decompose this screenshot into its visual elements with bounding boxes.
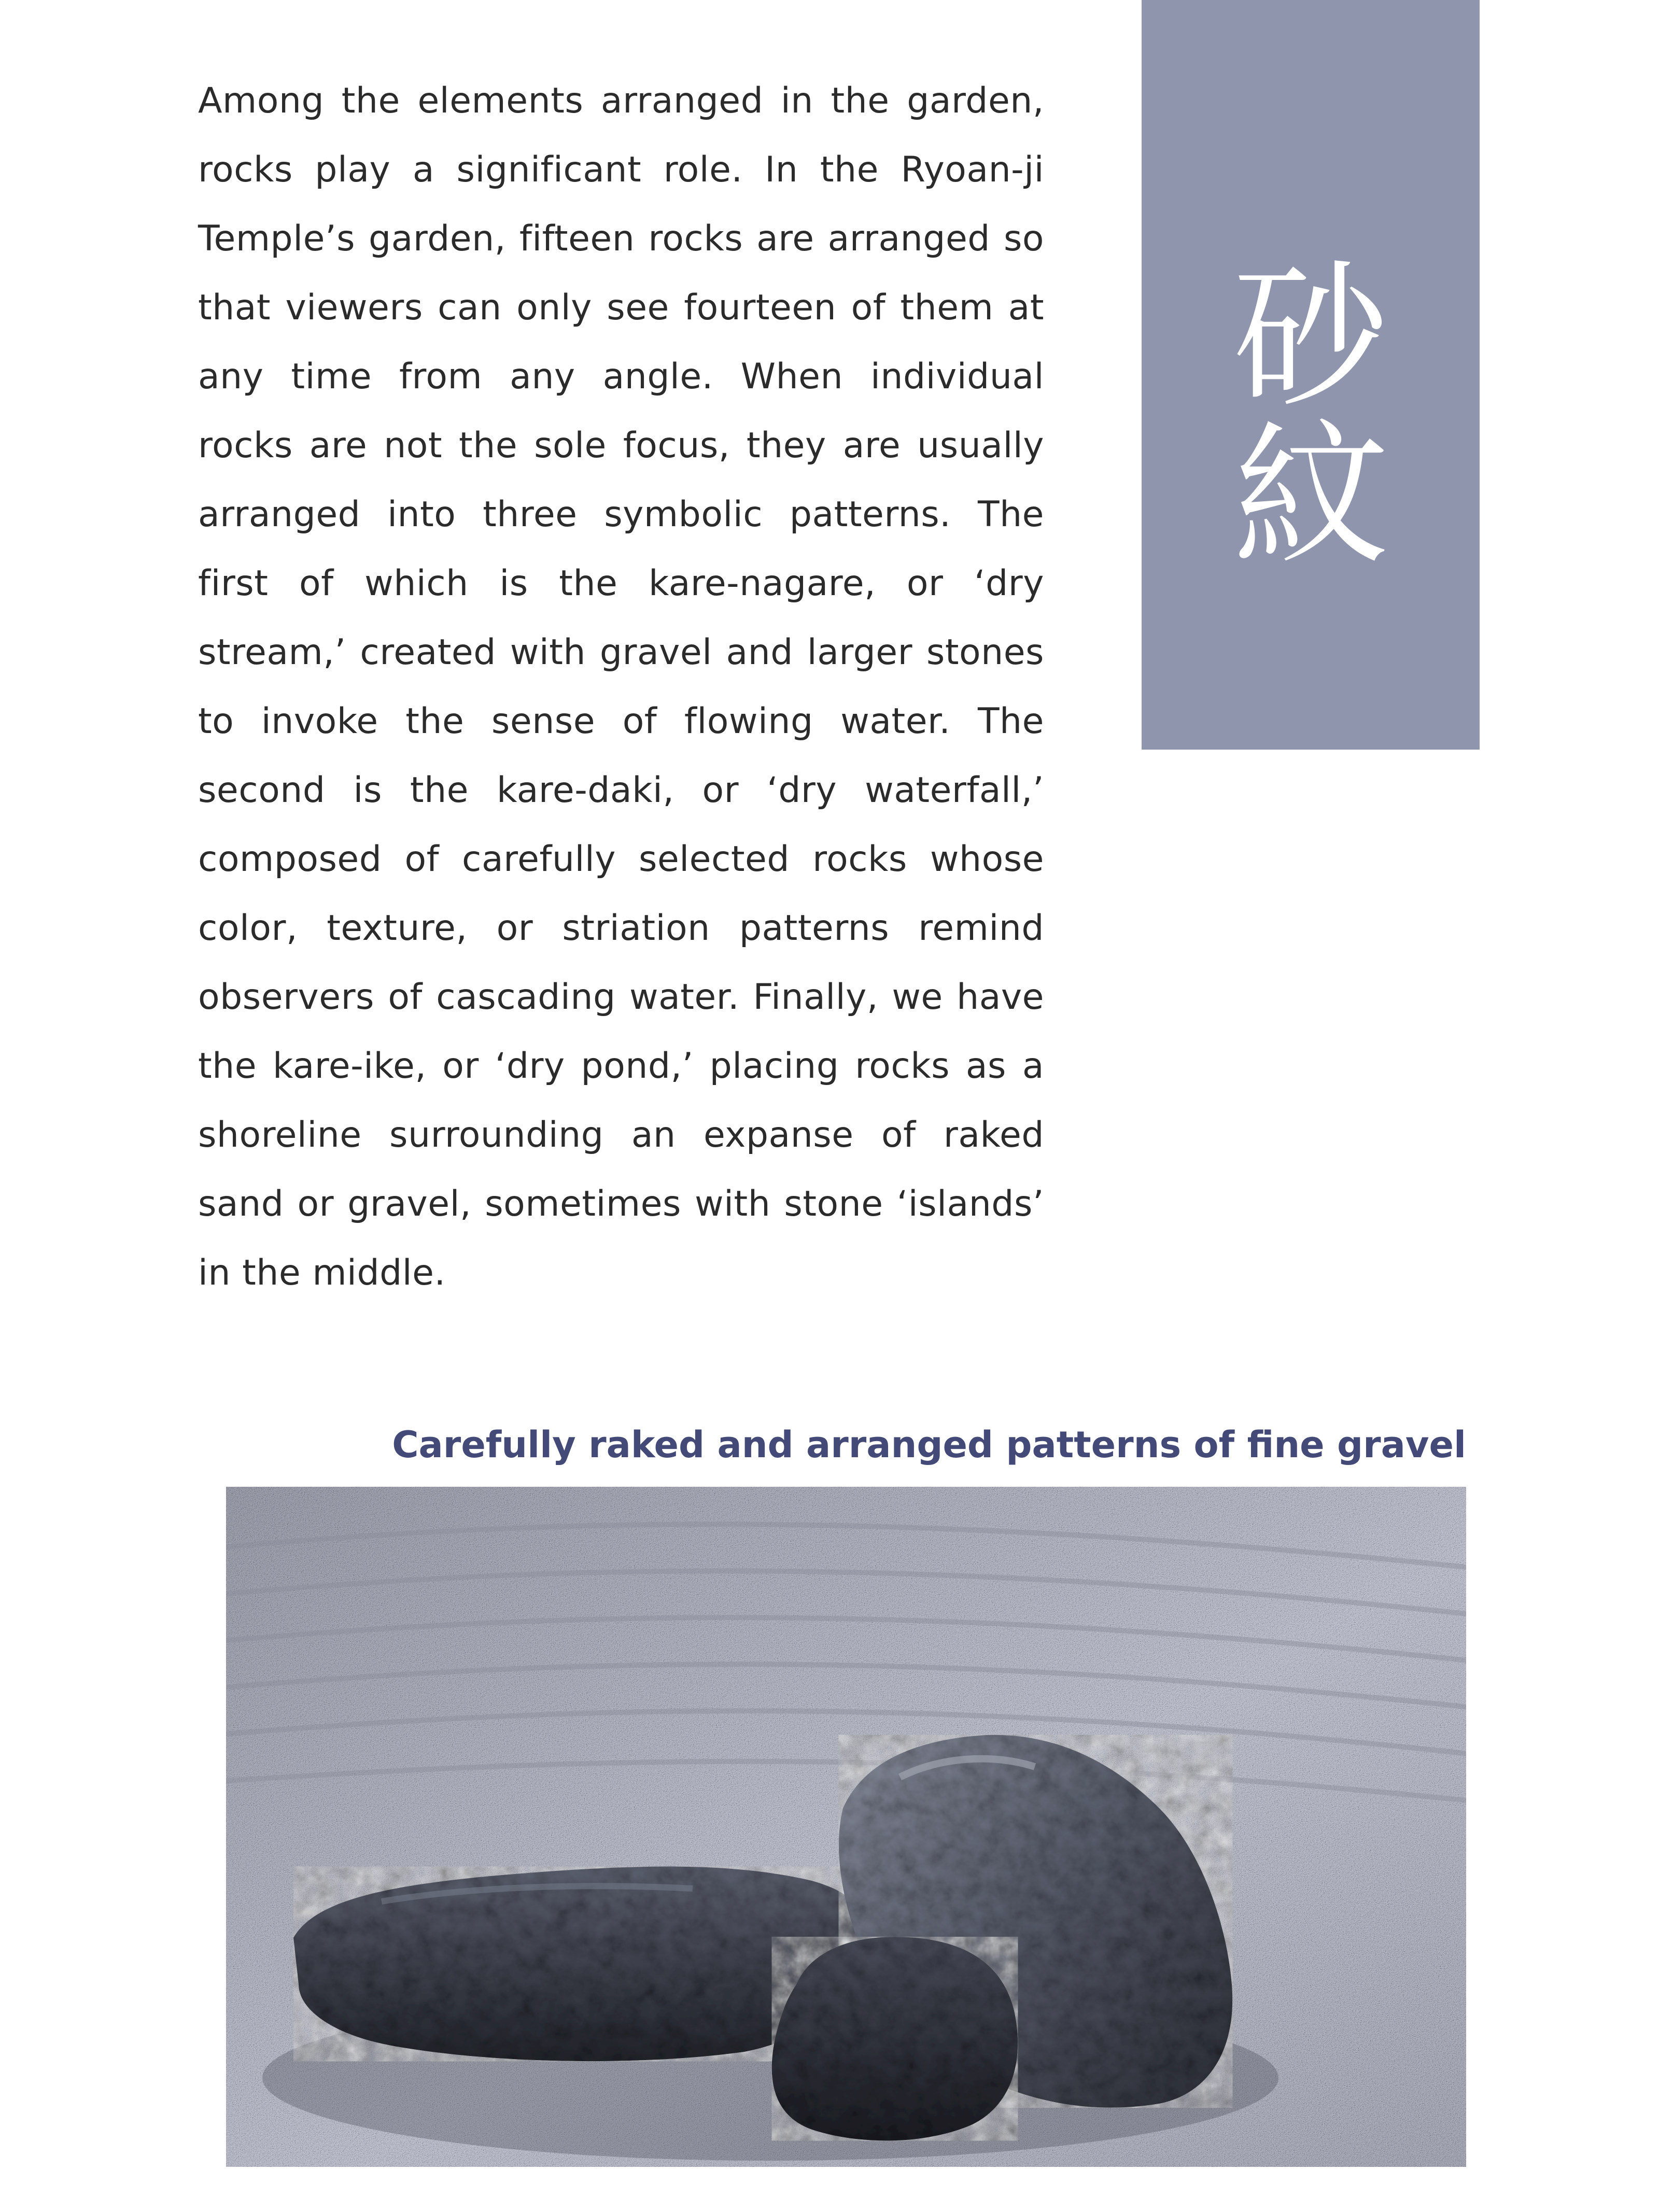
body-paragraph: Among the elements arranged in the garden, rocks play a significant role. In the Ryoan-ji Temple’s garden, fifteen rocks are arranged so that viewers can only see fourteen of them at any time from any angle. When individual rocks are not the sole focus, they are usually arranged into three symbolic patterns. The first of which is the kare-nagare, or ‘dry stream,’ created with gravel and larger stones to invoke the sense of flowing water. The second is the kare-daki, or ‘dry waterfall,’ composed of carefully selected rocks whose color, texture, or striation patterns remind observers of cascading water. Finally, we have the kare-ike, or ‘dry pond,’ placing rocks as a shoreline surrounding an expanse of raked sand or gravel, sometimes with stone ‘islands’ in the middle. bbox=[198, 80, 1044, 1293]
panel-character-pattern: 紋 bbox=[1233, 407, 1388, 588]
photo-caption: Carefully raked and arranged patterns of fine gravel bbox=[392, 1424, 1466, 1466]
gravel-garden-photo bbox=[226, 1487, 1466, 2167]
side-title-panel bbox=[1142, 0, 1480, 750]
front-rock bbox=[772, 1937, 1018, 2140]
panel-character-sand: 砂 bbox=[1233, 246, 1388, 427]
